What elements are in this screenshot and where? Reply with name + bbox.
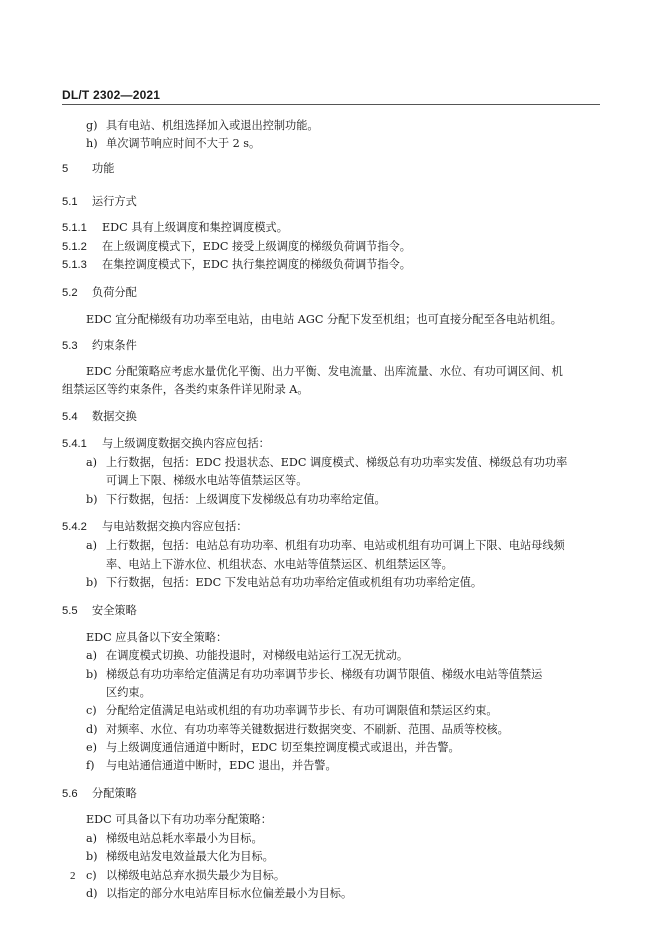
- line-text: EDC 可具备以下有功功率分配策略：: [86, 813, 272, 826]
- line-text: EDC 具有上级调度和集控调度模式。: [102, 221, 288, 234]
- section-number: 5.3: [62, 340, 78, 352]
- line-text: 梯级电站总耗水率最小为目标。: [106, 832, 263, 845]
- line-text: 约束条件: [92, 340, 137, 352]
- list-marker: b): [86, 493, 98, 506]
- list-item: [86, 137, 260, 151]
- line-text: 数据交换: [92, 411, 137, 423]
- section-number: 5: [62, 163, 69, 175]
- list-item: [86, 704, 498, 718]
- clause: [62, 520, 247, 534]
- line-text: 可调上下限、梯级水电站等值禁运区等。: [106, 474, 308, 487]
- clause: [62, 437, 270, 451]
- list-marker: h): [86, 137, 98, 150]
- section-number: 5.6: [62, 788, 78, 800]
- list-item: [86, 456, 567, 470]
- clause: [62, 258, 411, 272]
- list-marker: c): [86, 704, 97, 717]
- paragraph-continuation: [106, 474, 307, 488]
- line-text: 具有电站、机组选择加入或退出控制功能。: [106, 119, 319, 132]
- list-marker: b): [86, 576, 98, 589]
- clause-number: 5.1.2: [62, 241, 87, 253]
- clause: [62, 221, 288, 235]
- line-text: 运行方式: [92, 196, 137, 208]
- paragraph-continuation: [106, 686, 151, 700]
- paragraph-continuation: [106, 558, 453, 572]
- line-text: 分配给定值满足电站或机组的有功功率调节步长、有功可调限值和禁运区约束。: [106, 704, 498, 717]
- line-text: 率、电站上下游水位、机组状态、水电站等值禁运区、机组禁运区等。: [106, 558, 453, 571]
- list-marker: b): [86, 850, 98, 863]
- clause-number: 5.1.1: [62, 222, 87, 234]
- line-text: 与电站通信通道中断时，EDC 退出，并告警。: [106, 759, 337, 772]
- paragraph: [86, 365, 563, 379]
- line-text: 在调度模式切换、功能投退时，对梯级电站运行工况无扰动。: [106, 649, 409, 662]
- line-text: 与电站数据交换内容应包括：: [102, 520, 248, 533]
- standard-code: DL/T 2302—2021: [62, 88, 161, 102]
- line-text: 对频率、水位、有功功率等关键数据进行数据突变、不刷新、范围、品质等校核。: [106, 723, 509, 736]
- section-number: 5.4: [62, 411, 78, 423]
- list-marker: a): [86, 649, 98, 662]
- line-text: 以梯级电站总弃水损失最少为目标。: [106, 869, 286, 882]
- list-item: [86, 759, 337, 773]
- line-text: EDC 分配策略应考虑水量优化平衡、出力平衡、发电流量、出库流量、水位、有功可调区间、机: [86, 365, 563, 378]
- line-text: 功能: [92, 163, 115, 175]
- line-text: 在上级调度模式下，EDC 接受上级调度的梯级负荷调节指令。: [102, 240, 411, 253]
- line-text: 在集控调度模式下，EDC 执行集控调度的梯级负荷调节指令。: [102, 258, 411, 271]
- list-item: [86, 539, 565, 553]
- line-text: 安全策略: [92, 605, 137, 617]
- line-text: 单次调节响应时间不大于 2 s。: [106, 137, 261, 150]
- line-text: 下行数据，包括：上级调度下发梯级总有功功率给定值。: [106, 493, 386, 506]
- clause-number: 5.1.3: [62, 259, 87, 271]
- list-marker: d): [86, 887, 98, 900]
- section-heading: [62, 787, 137, 801]
- list-item: [86, 869, 285, 883]
- line-text: 以指定的部分水电站库目标水位偏差最小为目标。: [106, 887, 353, 900]
- list-marker: d): [86, 723, 98, 736]
- section-number: 5.5: [62, 605, 78, 617]
- section-heading: [62, 339, 137, 353]
- list-item: [86, 723, 509, 737]
- list-item: [86, 887, 352, 901]
- list-item: [86, 668, 542, 682]
- list-item: [86, 850, 274, 864]
- list-item: [86, 493, 386, 507]
- page-number: 2: [70, 870, 76, 882]
- section-heading: [62, 604, 137, 618]
- line-text: 区约束。: [106, 686, 151, 699]
- list-marker: e): [86, 741, 97, 754]
- list-marker: c): [86, 869, 97, 882]
- paragraph: [86, 813, 272, 827]
- line-text: 与上级调度数据交换内容应包括：: [102, 437, 270, 450]
- line-text: 梯级电站发电效益最大化为目标。: [106, 850, 274, 863]
- clause-number: 5.4.2: [62, 521, 87, 533]
- list-marker: b): [86, 668, 98, 681]
- list-marker: a): [86, 832, 98, 845]
- list-item: [86, 832, 263, 846]
- line-text: 负荷分配: [92, 287, 137, 299]
- list-marker: g): [86, 119, 98, 132]
- line-text: 下行数据，包括：EDC 下发电站总有功功率给定值或机组有功功率给定值。: [106, 576, 483, 589]
- list-marker: f): [86, 759, 95, 772]
- line-text: 上行数据，包括：电站总有功功率、机组有功功率、电站或机组有功可调上下限、电站母线频: [106, 539, 565, 552]
- paragraph: [86, 631, 227, 645]
- paragraph: [86, 313, 562, 327]
- section-heading: [62, 162, 114, 176]
- clause: [62, 240, 411, 254]
- section-heading: [62, 195, 137, 209]
- list-item: [86, 741, 460, 755]
- section-number: 5.1: [62, 196, 78, 208]
- section-heading: [62, 410, 137, 424]
- list-marker: a): [86, 456, 98, 469]
- line-text: EDC 宜分配梯级有功功率至电站，由电站 AGC 分配下发至机组；也可直接分配至各电站机组。: [86, 313, 562, 326]
- section-number: 5.2: [62, 287, 78, 299]
- section-heading: [62, 286, 137, 300]
- line-text: 组禁运区等约束条件，各类约束条件详见附录 A。: [62, 383, 309, 396]
- clause-number: 5.4.1: [62, 438, 87, 450]
- line-text: 上行数据，包括：EDC 投退状态、EDC 调度模式、梯级总有功功率实发值、梯级总有功功率: [106, 456, 568, 469]
- line-text: 梯级总有功功率给定值满足有功功率调节步长、梯级有功调节限值、梯级水电站等值禁运: [106, 668, 543, 681]
- paragraph-continuation: [62, 383, 309, 397]
- header-rule: [62, 104, 600, 105]
- list-item: [86, 119, 319, 133]
- line-text: EDC 应具备以下安全策略：: [86, 631, 228, 644]
- list-item: [86, 576, 482, 590]
- line-text: 分配策略: [92, 788, 137, 800]
- list-marker: a): [86, 539, 98, 552]
- line-text: 与上级调度通信通道中断时，EDC 切至集控调度模式或退出，并告警。: [106, 741, 460, 754]
- list-item: [86, 649, 408, 663]
